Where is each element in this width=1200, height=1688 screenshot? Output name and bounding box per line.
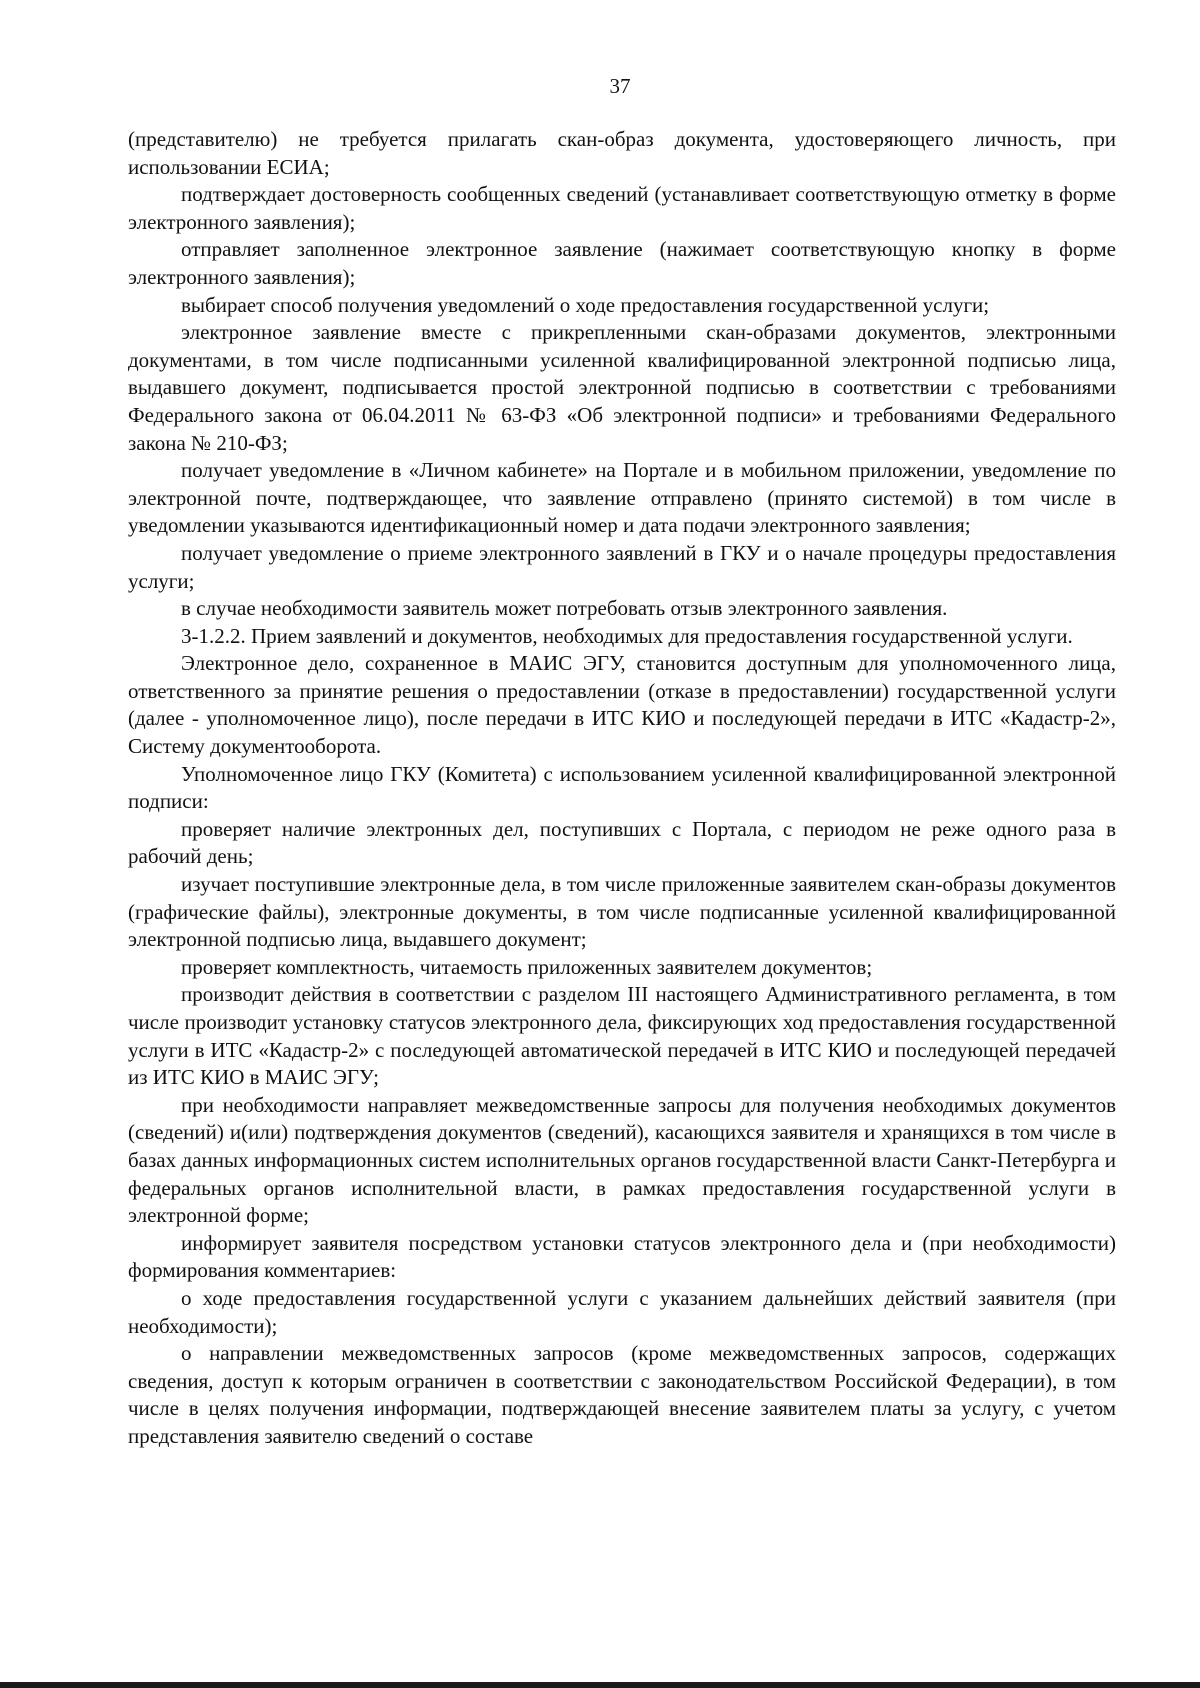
paragraph: проверяет комплектность, читаемость приложенных заявителем документов; (181, 954, 873, 979)
page-number: 37 (609, 74, 631, 98)
paragraph: получает уведомление о приеме электронного заявлений в ГКУ и о начале процедуры предоставления услуги; (128, 540, 1116, 593)
paragraph: Электронное дело, сохраненное в МАИС ЭГУ, становится доступным для уполномоченного лица, ответственного за принятие решения о предоставлении (отказе в предоставлении) государственной услуги (далее - уполномоченное лицо), после передачи в ИТС КИО и последующей передачи в ИТС «Кадастр-2», Систему документооборота. (128, 651, 1116, 759)
paragraph: информирует заявителя посредством установки статусов электронного дела и (при необходимости) формирования комментариев: (128, 1230, 1116, 1283)
paragraph: при необходимости направляет межведомственные запросы для получения необходимых документов (сведений) и(или) подтверждения документов (сведений), касающихся заявителя и хранящихся в том числе в базах данных информационных систем исполнительных органов государственной власти Санкт-Петербурга и федеральных органов исполнительной власти, в рамках предоставления государственной услуги в электронной форме; (128, 1092, 1116, 1228)
paragraph: о направлении межведомственных запросов (кроме межведомственных запросов, содержащих сведения, доступ к которым ограничен в соответствии с законодательством Российской Федерации), в том числе в целях получения информации, подтверждающей внесение заявителем платы за услугу, с учетом представления заявителю сведений о составе (128, 1341, 1116, 1448)
paragraph: электронное заявление вместе с прикрепленными скан-образами документов, электронными документами, в том числе подписанными усиленной квалифицированной электронной подписью лица, выдавшего документ, подписывается простой электронной подписью в соответствии с требованиями Федерального закона от 06.04.2011 № 63-ФЗ «Об электронной подписи» и требованиями Федерального закона № 210-ФЗ; (128, 320, 1116, 455)
scan-bottom-edge (0, 1682, 1200, 1688)
paragraph: в случае необходимости заявитель может потребовать отзыв электронного заявления. (181, 596, 948, 621)
paragraph: отправляет заполненное электронное заявление (нажимает соответствующую кнопку в форме электронного заявления); (128, 237, 1116, 289)
paragraph: (представителю) не требуется прилагать скан-образ документа, удостоверяющего личность, при использовании ЕСИА; (128, 127, 1116, 179)
paragraph: о ходе предоставления государственной услуги с указанием дальнейших действий заявителя (при необходимости); (128, 1285, 1116, 1338)
paragraph: производит действия в соответствии с разделом III настоящего Административного регламента, в том числе производит установку статусов электронного дела, фиксирующих ход предоставления государственной услуги в ИТС «Кадастр-2» с последующей автоматической передачей в ИТС КИО и последующей передачей из ИТС КИО в МАИС ЭГУ; (128, 982, 1116, 1090)
paragraph: проверяет наличие электронных дел, поступивших с Портала, с периодом не реже одного раза в рабочий день; (128, 816, 1116, 869)
section-heading-paragraph: 3-1.2.2. Прием заявлений и документов, необходимых для предоставления государственной услуги. (181, 623, 1073, 648)
paragraph: подтверждает достоверность сообщенных сведений (устанавливает соответствующую отметку в форме электронного заявления); (128, 182, 1116, 234)
paragraph: Уполномоченное лицо ГКУ (Комитета) с использованием усиленной квалифицированной электронной подписи: (128, 761, 1116, 814)
paragraph: получает уведомление в «Личном кабинете» на Портале и в мобильном приложении, уведомление по электронной почте, подтверждающее, что заявление отправлено (принято системой) в том числе в уведомлении указываются идентификационный номер и дата подачи электронного заявления; (128, 458, 1116, 538)
paragraph: изучает поступившие электронные дела, в том числе приложенные заявителем скан-образы документов (графические файлы), электронные документы, в том числе подписанные усиленной квалифицированной электронной подписью лица, выдавшего документ; (128, 872, 1116, 952)
paragraph: выбирает способ получения уведомлений о ходе предоставления государственной услуги; (181, 292, 990, 317)
document-body (128, 126, 1116, 1451)
